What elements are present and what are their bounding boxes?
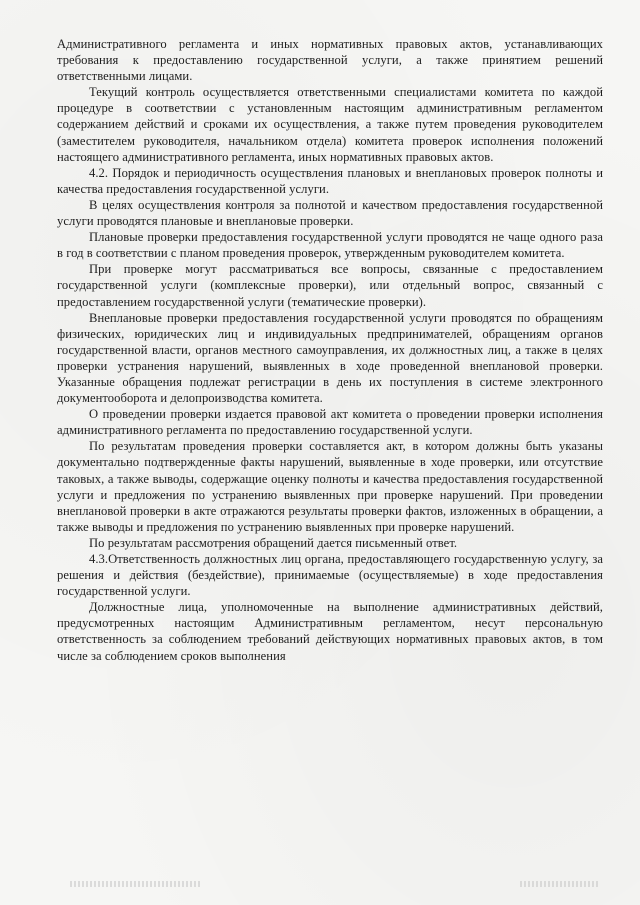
paragraph-officials-responsibility: Должностные лица, уполномоченные на выполнение административных действий, предусмотренных настоящим Административным регламентом, несут персональную ответственность за соблюдением требований действующих нормативных правовых актов, в том числе за соблюдением сроков выполнения [57, 600, 603, 663]
paragraph-written-answer: По результатам рассмотрения обращений дается письменный ответ. [89, 535, 458, 550]
paragraph-check-scope: При проверке могут рассматриваться все вопросы, связанные с предоставлением государственной услуги (комплексные проверки), или отдельный вопрос, связанный с предоставлением государственной услуги (тематические проверки). [57, 262, 603, 309]
paragraph-control-purpose: В целях осуществления контроля за полнотой и качеством предоставления государственной услуги проводятся плановые и внеплановые проверки. [57, 197, 603, 229]
paragraph-legal-act: О проведении проверки издается правовой акт комитета о проведении проверки исполнения административного регламента по предоставлению государственной услуги. [57, 407, 603, 438]
paragraph-unplanned-checks: Внеплановые проверки предоставления государственной услуги проводятся по обращениям физических, юридических лиц и индивидуальных предпринимателей, обращениям органов государственной власти, органов местного самоуправления, их должностных лиц, а также в целях проверки устранения нарушений, выявленных в ходе проведенной внеплановой проверки. Указанные обращения подлежат регистрации в день их поступления в системе электронного документооборота и делопроизводства комитета. [57, 310, 603, 406]
section-heading-4-2: 4.2. Порядок и периодичность осуществления плановых и внеплановых проверок полноты и качества предоставления государственной услуги. [57, 165, 603, 196]
scan-artifact [70, 881, 200, 887]
section-heading-4-3: 4.3.Ответственность должностных лиц органа, предоставляющего государственную услугу, за решения и действия (бездействие), принимаемые (осуществляемые) в ходе предоставления государственной услуги. [57, 552, 603, 599]
document-body [57, 36, 603, 664]
paragraph-planned-checks: Плановые проверки предоставления государственной услуги проводятся не чаще одного раза в год в соответствии с планом проведения проверок, утвержденным руководителем комитета. [57, 230, 603, 261]
paragraph-continuation: Административного регламента и иных нормативных правовых актов, устанавливающих требования к предоставлению государственной услуги, а также принятием решений ответственными лицами. [57, 37, 603, 84]
paragraph-current-control: Текущий контроль осуществляется ответственными специалистами комитета по каждой процедуре в соответствии с установленным настоящим административным регламентом содержанием действий и сроками их осуществления, а также путем проведения руководителем (заместителем руководителя, начальником отдела) комитета проверок исполнения положений настоящего административного регламента, иных нормативных правовых актов. [57, 85, 603, 164]
paragraph-check-results: По результатам проведения проверки составляется акт, в котором должны быть указаны документально подтвержденные факты нарушений, выявленные в ходе проверки, или отсутствие таковых, а также выводы, содержащие оценку полноты и качества предоставления государственной услуги и предложения по устранению выявленных при проверке нарушений. При проведении внеплановой проверки в акте отражаются результаты проверки фактов, изложенных в обращении, а также выводы и предложения по устранению выявленных при проверке нарушений. [57, 439, 603, 534]
scan-artifact [520, 881, 600, 887]
